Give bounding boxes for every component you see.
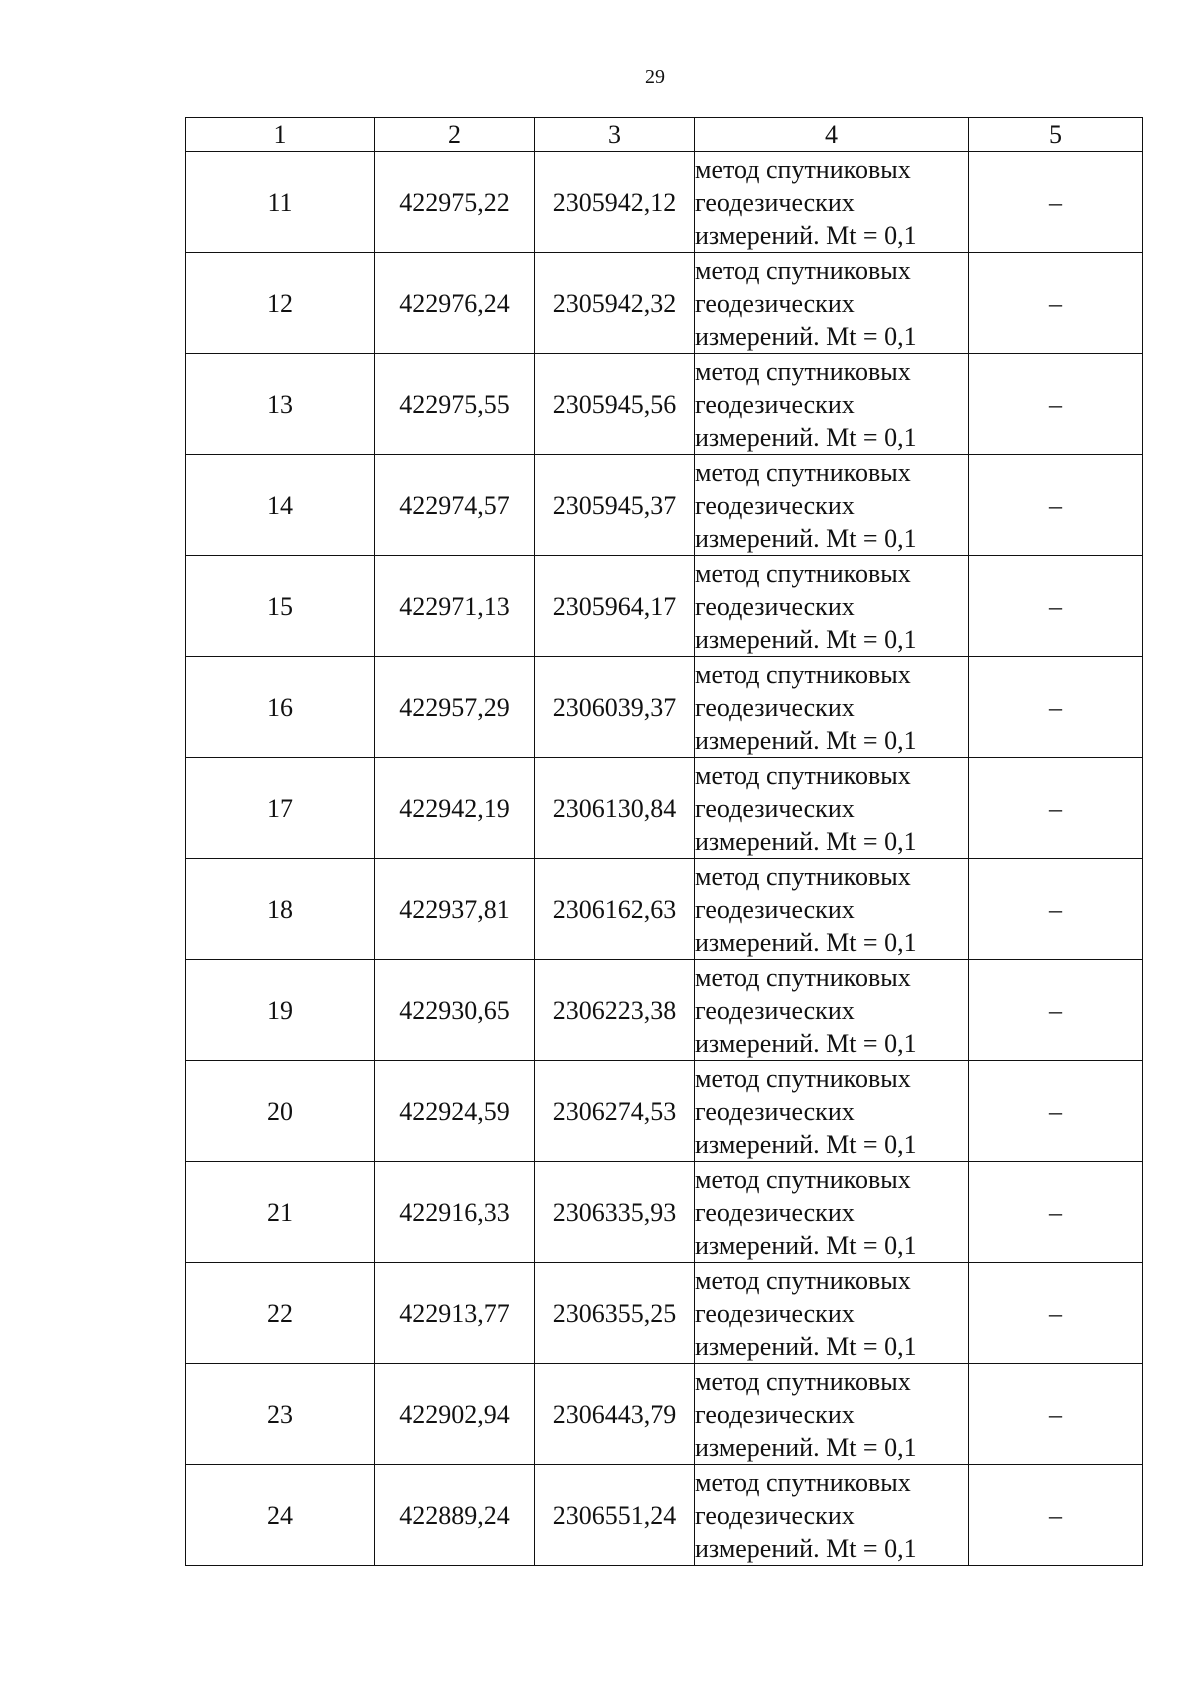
- point-number-cell: 15: [186, 556, 375, 657]
- method-line: метод спутниковых: [695, 1063, 911, 1093]
- point-number-cell: 17: [186, 758, 375, 859]
- method-line: измерений. Mt = 0,1: [695, 523, 917, 553]
- coordinate-x-cell: 422942,19: [375, 758, 535, 859]
- point-number-cell: 23: [186, 1364, 375, 1465]
- coordinate-x-cell: 422976,24: [375, 253, 535, 354]
- coordinate-y-cell: 2305945,56: [535, 354, 695, 455]
- method-line: метод спутниковых: [695, 558, 911, 588]
- method-cell: [695, 1465, 969, 1566]
- note-cell: –: [969, 1465, 1143, 1566]
- coordinate-x-cell: 422913,77: [375, 1263, 535, 1364]
- column-header: 5: [969, 118, 1143, 152]
- coordinate-y-cell: 2306274,53: [535, 1061, 695, 1162]
- method-line: измерений. Mt = 0,1: [695, 1533, 917, 1563]
- note-cell: –: [969, 1364, 1143, 1465]
- coordinate-x-cell: 422974,57: [375, 455, 535, 556]
- method-cell: [695, 758, 969, 859]
- method-line: метод спутниковых: [695, 659, 911, 689]
- coordinate-y-cell: 2306355,25: [535, 1263, 695, 1364]
- coordinate-y-cell: 2306130,84: [535, 758, 695, 859]
- coordinate-x-cell: 422902,94: [375, 1364, 535, 1465]
- coordinate-x-cell: 422930,65: [375, 960, 535, 1061]
- method-line: метод спутниковых: [695, 760, 911, 790]
- method-line: метод спутниковых: [695, 1164, 911, 1194]
- method-line: измерений. Mt = 0,1: [695, 1028, 917, 1058]
- method-line: геодезических: [695, 389, 855, 419]
- point-number-cell: 22: [186, 1263, 375, 1364]
- method-line: геодезических: [695, 288, 855, 318]
- coordinate-y-cell: 2305942,32: [535, 253, 695, 354]
- method-cell: [695, 253, 969, 354]
- method-line: геодезических: [695, 995, 855, 1025]
- column-header: 1: [186, 118, 375, 152]
- note-cell: –: [969, 354, 1143, 455]
- table-row: [186, 1465, 1143, 1566]
- method-line: геодезических: [695, 692, 855, 722]
- method-line: измерений. Mt = 0,1: [695, 1331, 917, 1361]
- point-number-cell: 24: [186, 1465, 375, 1566]
- note-cell: –: [969, 1162, 1143, 1263]
- method-line: измерений. Mt = 0,1: [695, 1432, 917, 1462]
- column-header: 3: [535, 118, 695, 152]
- table-row: [186, 758, 1143, 859]
- coordinate-y-cell: 2306162,63: [535, 859, 695, 960]
- coordinate-y-cell: 2306039,37: [535, 657, 695, 758]
- method-cell: [695, 455, 969, 556]
- method-cell: [695, 1162, 969, 1263]
- table-row: [186, 455, 1143, 556]
- point-number-cell: 16: [186, 657, 375, 758]
- column-header: 4: [695, 118, 969, 152]
- coordinate-x-cell: 422937,81: [375, 859, 535, 960]
- table-row: [186, 1263, 1143, 1364]
- coordinate-x-cell: 422975,55: [375, 354, 535, 455]
- method-line: геодезических: [695, 894, 855, 924]
- method-line: геодезических: [695, 1500, 855, 1530]
- table-row: [186, 1061, 1143, 1162]
- point-number-cell: 20: [186, 1061, 375, 1162]
- point-number-cell: 19: [186, 960, 375, 1061]
- coordinate-x-cell: 422924,59: [375, 1061, 535, 1162]
- method-line: метод спутниковых: [695, 255, 911, 285]
- method-line: метод спутниковых: [695, 1265, 911, 1295]
- note-cell: –: [969, 758, 1143, 859]
- method-line: метод спутниковых: [695, 861, 911, 891]
- table-row: [186, 354, 1143, 455]
- point-number-cell: 13: [186, 354, 375, 455]
- note-cell: –: [969, 960, 1143, 1061]
- method-line: метод спутниковых: [695, 457, 911, 487]
- method-cell: [695, 859, 969, 960]
- coordinate-y-cell: 2306551,24: [535, 1465, 695, 1566]
- point-number-cell: 14: [186, 455, 375, 556]
- method-line: измерений. Mt = 0,1: [695, 725, 917, 755]
- table-row: [186, 657, 1143, 758]
- note-cell: –: [969, 1263, 1143, 1364]
- method-line: измерений. Mt = 0,1: [695, 826, 917, 856]
- method-line: геодезических: [695, 1399, 855, 1429]
- coordinate-x-cell: 422971,13: [375, 556, 535, 657]
- note-cell: –: [969, 859, 1143, 960]
- point-number-cell: 12: [186, 253, 375, 354]
- coordinate-x-cell: 422889,24: [375, 1465, 535, 1566]
- method-line: геодезических: [695, 187, 855, 217]
- table-header-row: [186, 118, 1143, 152]
- column-header: 2: [375, 118, 535, 152]
- method-line: измерений. Mt = 0,1: [695, 220, 917, 250]
- method-line: геодезических: [695, 1298, 855, 1328]
- method-cell: [695, 1061, 969, 1162]
- coordinate-x-cell: 422916,33: [375, 1162, 535, 1263]
- coordinate-y-cell: 2306223,38: [535, 960, 695, 1061]
- table-row: [186, 859, 1143, 960]
- coordinate-y-cell: 2305945,37: [535, 455, 695, 556]
- method-line: геодезических: [695, 490, 855, 520]
- note-cell: –: [969, 152, 1143, 253]
- note-cell: –: [969, 556, 1143, 657]
- coordinate-y-cell: 2305942,12: [535, 152, 695, 253]
- method-line: геодезических: [695, 591, 855, 621]
- method-line: метод спутниковых: [695, 356, 911, 386]
- method-cell: [695, 1263, 969, 1364]
- point-number-cell: 21: [186, 1162, 375, 1263]
- table-row: [186, 556, 1143, 657]
- method-cell: [695, 960, 969, 1061]
- table-row: [186, 1364, 1143, 1465]
- method-line: измерений. Mt = 0,1: [695, 422, 917, 452]
- method-line: метод спутниковых: [695, 154, 911, 184]
- table-row: [186, 152, 1143, 253]
- coordinate-x-cell: 422975,22: [375, 152, 535, 253]
- note-cell: –: [969, 1061, 1143, 1162]
- method-line: геодезических: [695, 1197, 855, 1227]
- method-cell: [695, 152, 969, 253]
- point-number-cell: 18: [186, 859, 375, 960]
- method-line: измерений. Mt = 0,1: [695, 624, 917, 654]
- method-cell: [695, 657, 969, 758]
- table-row: [186, 253, 1143, 354]
- table-row: [186, 960, 1143, 1061]
- coordinate-y-cell: 2305964,17: [535, 556, 695, 657]
- table-body: [186, 152, 1143, 1566]
- method-line: метод спутниковых: [695, 1467, 911, 1497]
- coordinate-y-cell: 2306443,79: [535, 1364, 695, 1465]
- note-cell: –: [969, 657, 1143, 758]
- note-cell: –: [969, 455, 1143, 556]
- method-cell: [695, 354, 969, 455]
- coordinate-x-cell: 422957,29: [375, 657, 535, 758]
- method-line: геодезических: [695, 1096, 855, 1126]
- method-line: измерений. Mt = 0,1: [695, 927, 917, 957]
- coordinates-table: [185, 117, 1143, 1566]
- note-cell: –: [969, 253, 1143, 354]
- method-cell: [695, 556, 969, 657]
- point-number-cell: 11: [186, 152, 375, 253]
- coordinate-y-cell: 2306335,93: [535, 1162, 695, 1263]
- page-number: 29: [645, 66, 665, 88]
- method-cell: [695, 1364, 969, 1465]
- method-line: метод спутниковых: [695, 1366, 911, 1396]
- method-line: геодезических: [695, 793, 855, 823]
- table-row: [186, 1162, 1143, 1263]
- method-line: измерений. Mt = 0,1: [695, 321, 917, 351]
- method-line: метод спутниковых: [695, 962, 911, 992]
- method-line: измерений. Mt = 0,1: [695, 1129, 917, 1159]
- method-line: измерений. Mt = 0,1: [695, 1230, 917, 1260]
